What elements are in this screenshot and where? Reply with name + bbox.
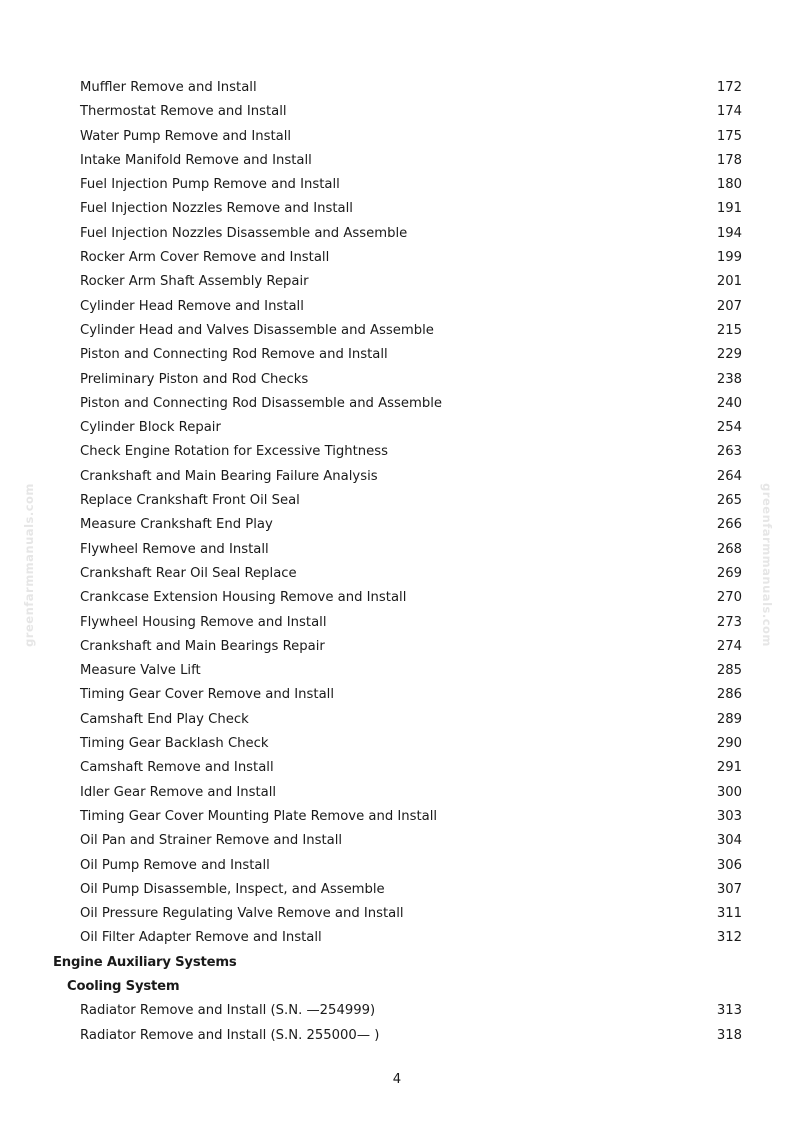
toc-entry[interactable]: [0, 270, 794, 294]
toc-entry[interactable]: [0, 465, 794, 489]
toc-entry[interactable]: [0, 513, 794, 537]
toc-entry[interactable]: [0, 732, 794, 756]
toc-entry-title: Piston and Connecting Rod Disassemble and Assemble: [80, 395, 442, 411]
toc-entry-page: 270: [716, 590, 742, 606]
toc-entry[interactable]: [0, 392, 794, 416]
toc-entry-title: Camshaft End Play Check: [80, 711, 249, 727]
toc-entry-page: 229: [716, 347, 742, 363]
toc-entry[interactable]: [0, 878, 794, 902]
toc-entry-page: 273: [716, 614, 742, 630]
toc-entry-page: 201: [716, 274, 742, 290]
toc-entry[interactable]: [0, 538, 794, 562]
watermark-right: greenfarmmanuals.com: [760, 483, 774, 647]
toc-entry[interactable]: [0, 416, 794, 440]
toc-entry-title: Crankshaft and Main Bearings Repair: [80, 638, 325, 654]
toc-entry-title: Thermostat Remove and Install: [80, 104, 287, 120]
toc-entry[interactable]: [0, 440, 794, 464]
toc-entry-title: Radiator Remove and Install (S.N. —254999): [80, 1003, 376, 1019]
toc-entry-page: 291: [716, 760, 742, 776]
toc-entry-page: 263: [716, 444, 742, 460]
toc-entry-page: 207: [716, 298, 742, 314]
toc-entry[interactable]: [0, 854, 794, 878]
page-number: 4: [392, 1072, 402, 1087]
toc-entry-page: 265: [716, 493, 742, 509]
toc-entry-page: 199: [716, 250, 742, 266]
toc-entry[interactable]: [0, 902, 794, 926]
toc-entry-title: Timing Gear Cover Remove and Install: [80, 687, 334, 703]
toc-entry-page: 286: [716, 687, 742, 703]
toc-entry-page: 194: [716, 225, 742, 241]
toc-entry-title: Water Pump Remove and Install: [80, 128, 292, 144]
toc-entry[interactable]: [0, 246, 794, 270]
toc-entry-page: 311: [716, 906, 742, 922]
toc-entry-title: Fuel Injection Nozzles Remove and Install: [80, 201, 353, 217]
section-title: Engine Auxiliary Systems: [53, 954, 237, 970]
toc-entry-title: Rocker Arm Shaft Assembly Repair: [80, 274, 309, 290]
toc-entry-title: Preliminary Piston and Rod Checks: [80, 371, 309, 387]
toc-entry[interactable]: [0, 659, 794, 683]
toc-entry-page: 300: [716, 784, 742, 800]
toc-entry-title: Measure Valve Lift: [80, 663, 201, 679]
toc-entry-title: Piston and Connecting Rod Remove and Install: [80, 347, 388, 363]
toc-entry-title: Oil Pan and Strainer Remove and Install: [80, 833, 343, 849]
toc-entry[interactable]: [0, 562, 794, 586]
toc-entry-title: Oil Pump Disassemble, Inspect, and Assemble: [80, 881, 385, 897]
toc-entry-page: 289: [716, 711, 742, 727]
toc-entry[interactable]: [0, 756, 794, 780]
toc-entry-page: 254: [716, 420, 742, 436]
toc-entry[interactable]: [0, 805, 794, 829]
toc-entry-page: 285: [716, 663, 742, 679]
toc-entry[interactable]: [0, 319, 794, 343]
toc-entry-page: 304: [716, 833, 742, 849]
toc-section-heading: [0, 951, 794, 975]
toc-entry-title: Idler Gear Remove and Install: [80, 784, 277, 800]
toc-entry-page: 268: [716, 541, 742, 557]
toc-entry[interactable]: [0, 125, 794, 149]
toc-entry-page: 264: [716, 468, 742, 484]
toc-entry-title: Flywheel Remove and Install: [80, 541, 269, 557]
toc-entry-page: 318: [716, 1027, 742, 1043]
toc-entry[interactable]: [0, 173, 794, 197]
toc-entry[interactable]: [0, 683, 794, 707]
toc-entry[interactable]: [0, 1024, 794, 1048]
toc-entry-title: Camshaft Remove and Install: [80, 760, 274, 776]
toc-entry-title: Crankshaft Rear Oil Seal Replace: [80, 565, 297, 581]
toc-entry-title: Oil Pump Remove and Install: [80, 857, 270, 873]
toc-entry-page: 238: [716, 371, 742, 387]
toc-entry-page: 274: [716, 638, 742, 654]
table-of-contents: [0, 76, 794, 1048]
toc-entry-title: Timing Gear Cover Mounting Plate Remove and Install: [80, 808, 438, 824]
toc-entry-title: Cylinder Block Repair: [80, 420, 221, 436]
toc-entries: [0, 76, 794, 951]
toc-entry[interactable]: [0, 926, 794, 950]
toc-entry-title: Oil Pressure Regulating Valve Remove and Install: [80, 906, 404, 922]
toc-entry-page: 313: [716, 1003, 742, 1019]
toc-entry-title: Crankshaft and Main Bearing Failure Analysis: [80, 468, 378, 484]
toc-entry-title: Replace Crankshaft Front Oil Seal: [80, 493, 300, 509]
toc-entry-page: 175: [716, 128, 742, 144]
toc-entry-page: 269: [716, 565, 742, 581]
toc-entry-page: 307: [716, 881, 742, 897]
toc-entry-title: Flywheel Housing Remove and Install: [80, 614, 327, 630]
toc-entry-page: 178: [716, 152, 742, 168]
toc-entry[interactable]: [0, 197, 794, 221]
toc-sub-entries: [0, 999, 794, 1048]
watermark-left: greenfarmmanuals.com: [22, 483, 36, 647]
toc-entry[interactable]: [0, 586, 794, 610]
toc-entry[interactable]: [0, 368, 794, 392]
toc-entry-page: 303: [716, 808, 742, 824]
toc-entry-title: Muffler Remove and Install: [80, 80, 257, 95]
toc-entry[interactable]: [0, 999, 794, 1023]
toc-entry-page: 215: [716, 322, 742, 338]
toc-entry[interactable]: [0, 489, 794, 513]
toc-entry-page: 180: [716, 177, 742, 193]
toc-entry[interactable]: [0, 76, 794, 100]
toc-entry-page: 172: [716, 80, 742, 95]
toc-entry[interactable]: [0, 829, 794, 853]
toc-entry[interactable]: [0, 635, 794, 659]
toc-entry-title: Fuel Injection Pump Remove and Install: [80, 177, 340, 193]
toc-entry-page: 240: [716, 395, 742, 411]
toc-entry-page: 266: [716, 517, 742, 533]
toc-entry-page: 290: [716, 736, 742, 752]
subsection-title: Cooling System: [67, 978, 180, 994]
toc-entry[interactable]: [0, 343, 794, 367]
toc-subsection-heading: [0, 975, 794, 999]
toc-entry-page: 312: [716, 930, 742, 946]
toc-entry-page: 174: [716, 104, 742, 120]
toc-entry-page: 191: [716, 201, 742, 217]
toc-entry-title: Cylinder Head Remove and Install: [80, 298, 304, 314]
toc-entry-title: Check Engine Rotation for Excessive Tightness: [80, 444, 389, 460]
toc-entry[interactable]: [0, 611, 794, 635]
toc-entry-title: Cylinder Head and Valves Disassemble and Assemble: [80, 322, 434, 338]
toc-entry[interactable]: [0, 708, 794, 732]
toc-entry-title: Fuel Injection Nozzles Disassemble and Assemble: [80, 225, 408, 241]
toc-entry-title: Rocker Arm Cover Remove and Install: [80, 250, 330, 266]
toc-entry-title: Timing Gear Backlash Check: [80, 736, 269, 752]
toc-entry-title: Intake Manifold Remove and Install: [80, 152, 312, 168]
toc-entry[interactable]: [0, 295, 794, 319]
toc-entry-page: 306: [716, 857, 742, 873]
toc-entry-title: Oil Filter Adapter Remove and Install: [80, 930, 322, 946]
toc-entry[interactable]: [0, 100, 794, 124]
toc-entry-title: Crankcase Extension Housing Remove and Install: [80, 590, 407, 606]
toc-entry[interactable]: [0, 149, 794, 173]
toc-entry[interactable]: [0, 222, 794, 246]
toc-entry-title: Measure Crankshaft End Play: [80, 517, 273, 533]
toc-entry-title: Radiator Remove and Install (S.N. 255000— ): [80, 1027, 380, 1043]
toc-entry[interactable]: [0, 781, 794, 805]
